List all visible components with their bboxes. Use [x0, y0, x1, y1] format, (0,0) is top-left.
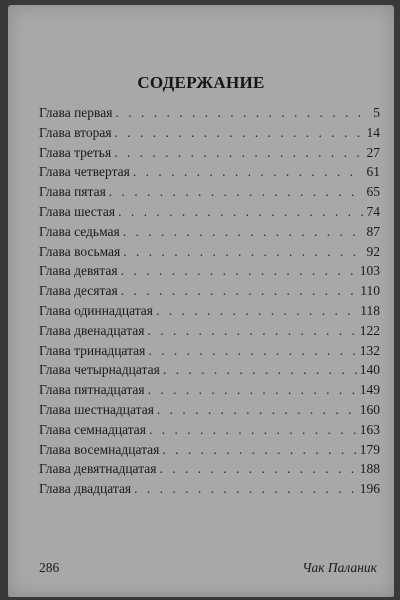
- toc-entry: [39, 323, 380, 343]
- toc-dot-leader: [163, 362, 357, 378]
- toc-entry-page: 87: [366, 223, 380, 239]
- toc-entry: [39, 481, 380, 501]
- toc-entry-label: Глава шестнадцатая: [39, 401, 154, 417]
- toc-entry-page: 27: [366, 144, 380, 160]
- toc-entry-label: Глава восемнадцатая: [39, 441, 160, 457]
- toc-entry-label: Глава девятнадцатая: [39, 461, 157, 477]
- toc-entry-page: 140: [359, 362, 380, 378]
- toc-entry-page: 149: [359, 382, 380, 398]
- toc-entry-page: 132: [359, 342, 380, 358]
- toc-entry: [39, 402, 380, 422]
- toc-entry-label: Глава первая: [39, 105, 113, 120]
- toc-entry: [39, 105, 380, 125]
- toc-dot-leader: [162, 442, 356, 458]
- toc-entry-page: 103: [359, 263, 380, 279]
- toc-entry-page: 14: [366, 124, 380, 140]
- toc-entry-label: Глава седьмая: [39, 223, 120, 239]
- table-of-contents: [39, 105, 380, 501]
- toc-dot-leader: [123, 244, 363, 260]
- toc-dot-leader: [156, 303, 357, 319]
- page-footer: [39, 560, 377, 576]
- toc-dot-leader: [118, 204, 363, 220]
- toc-entry-page: 179: [359, 441, 380, 457]
- toc-dot-leader: [134, 481, 357, 497]
- toc-dot-leader: [159, 461, 356, 477]
- page-title: СОДЕРЖАНИЕ: [137, 73, 265, 92]
- toc-entry-label: Глава четвертая: [39, 164, 130, 180]
- footer-author: Чак Паланик: [302, 560, 377, 575]
- toc-entry-page: 74: [366, 203, 380, 219]
- toc-entry-label: Глава шестая: [39, 203, 116, 219]
- toc-dot-leader: [147, 323, 356, 339]
- toc-entry-page: 92: [366, 243, 380, 259]
- toc-entry-label: Глава одиннадцатая: [39, 302, 153, 318]
- toc-entry-label: Глава тринадцатая: [39, 342, 146, 358]
- toc-dot-leader: [115, 105, 363, 121]
- toc-entry-label: Глава девятая: [39, 263, 118, 279]
- toc-entry: [39, 303, 380, 323]
- toc-entry: [39, 244, 380, 264]
- toc-entry-page: 196: [359, 481, 380, 497]
- toc-entry: [39, 343, 380, 363]
- toc-dot-leader: [133, 164, 363, 180]
- toc-entry-label: Глава двадцатая: [39, 481, 132, 497]
- toc-dot-leader: [115, 125, 363, 141]
- footer-page-number: 286: [39, 560, 60, 575]
- toc-entry-label: Глава вторая: [39, 124, 112, 140]
- toc-entry-label: Глава двенадцатая: [39, 322, 145, 338]
- toc-entry: [39, 145, 380, 165]
- toc-dot-leader: [149, 422, 357, 438]
- toc-entry-page: 163: [359, 421, 380, 437]
- toc-entry-page: 160: [359, 401, 380, 417]
- toc-entry: [39, 382, 380, 402]
- toc-dot-leader: [121, 283, 358, 299]
- toc-entry-label: Глава восьмая: [39, 243, 121, 259]
- toc-entry: [39, 263, 380, 283]
- toc-entry: [39, 184, 380, 204]
- toc-entry: [39, 442, 380, 462]
- toc-dot-leader: [157, 402, 357, 418]
- toc-entry-label: Глава четырнадцатая: [39, 362, 160, 378]
- toc-entry-label: Глава третья: [39, 144, 112, 160]
- toc-dot-leader: [121, 263, 357, 279]
- toc-entry-page: 110: [360, 283, 380, 299]
- toc-entry-label: Глава десятая: [39, 283, 118, 299]
- toc-entry-page: 5: [373, 105, 380, 120]
- toc-entry-label: Глава семнадцатая: [39, 421, 146, 437]
- book-page: [8, 5, 394, 597]
- toc-dot-leader: [148, 382, 357, 398]
- toc-entry-page: 65: [366, 184, 380, 200]
- toc-entry-page: 118: [360, 302, 380, 318]
- toc-entry-label: Глава пятнадцатая: [39, 382, 145, 398]
- toc-entry-page: 188: [359, 461, 380, 477]
- toc-entry-page: 61: [366, 164, 380, 180]
- toc-entry: [39, 461, 380, 481]
- toc-entry: [39, 283, 380, 303]
- toc-dot-leader: [123, 224, 363, 240]
- toc-entry: [39, 422, 380, 442]
- toc-dot-leader: [109, 184, 363, 200]
- toc-dot-leader: [148, 343, 356, 359]
- toc-entry: [39, 362, 380, 382]
- toc-entry: [39, 204, 380, 224]
- toc-entry-page: 122: [359, 322, 380, 338]
- toc-entry: [39, 125, 380, 145]
- toc-entry: [39, 164, 380, 184]
- toc-entry-label: Глава пятая: [39, 184, 106, 200]
- toc-dot-leader: [114, 145, 363, 161]
- toc-entry: [39, 224, 380, 244]
